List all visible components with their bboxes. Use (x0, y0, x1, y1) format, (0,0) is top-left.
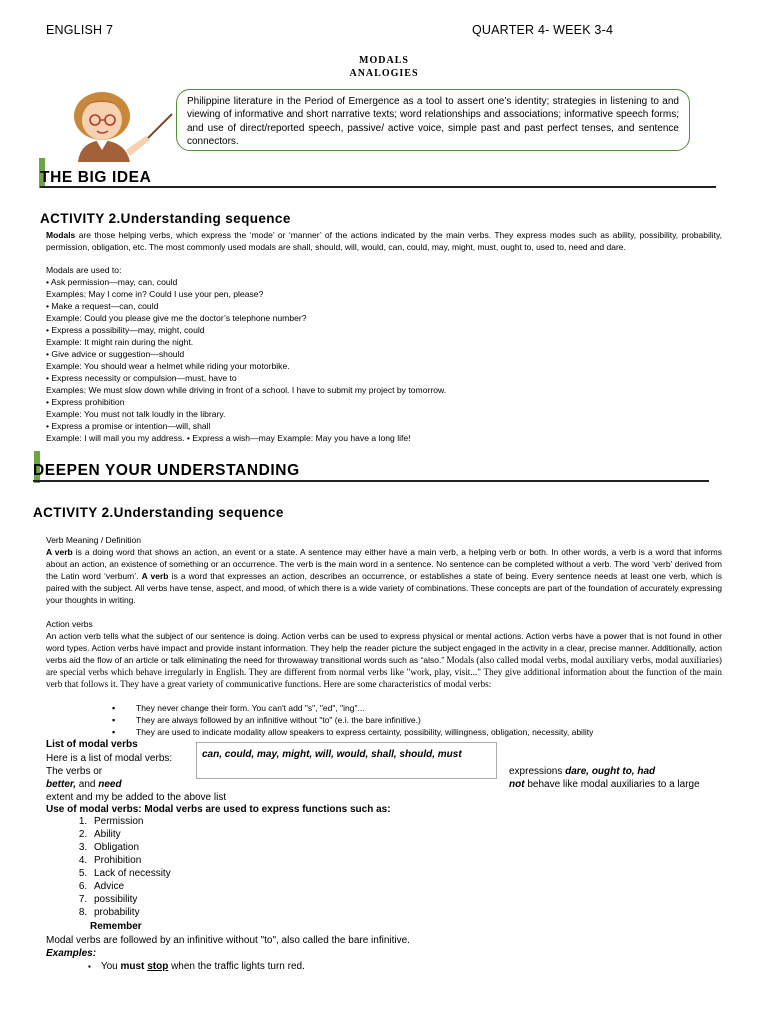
behave-text (509, 778, 700, 791)
function-item: 4. Prohibition (90, 854, 171, 867)
verb-definition (46, 546, 722, 606)
characteristic-item: ▪ They never change their form. You can't add "s", "ed", "ing"... (112, 702, 593, 714)
function-item: 1. Permission (90, 815, 171, 828)
example-you: You (100, 961, 121, 972)
verb-term: A verb (141, 571, 169, 581)
modal-use-line: Example: Could you please give me the doctor’s telephone number? (46, 313, 307, 323)
characteristic-item: ▪ They are always followed by an infinitive without "to" (e.i. the bare infinitive.) (112, 714, 593, 726)
example-sentence (88, 960, 305, 973)
extent-text: extent and my be added to the above list (46, 792, 227, 803)
page-title (334, 54, 434, 80)
list-intro: Here is a list of modal verbs: (46, 753, 173, 764)
modal-use-line: • Ask permission—may, can, could (46, 277, 178, 287)
modal-verbs-box: can, could, may, might, will, would, shall, should, must (196, 742, 497, 779)
function-item: 6. Advice (90, 880, 171, 893)
list-heading: List of modal verbs (46, 739, 138, 750)
and-word: and (76, 779, 99, 790)
activity-title: ACTIVITY 2.Understanding sequence (40, 211, 291, 226)
example-stop: stop (147, 961, 169, 972)
better-need-text (46, 778, 122, 791)
function-item: 5. Lack of necessity (90, 867, 171, 880)
bare-infinitive-note: Modal verbs are followed by an infinitive without "to", also called the bare infinitive. (46, 935, 410, 946)
big-idea-heading: THE BIG IDEA (40, 169, 152, 186)
functions-list (46, 815, 171, 919)
example-rest: when the traffic lights turn red. (168, 961, 305, 972)
characteristic-item: ▪ They are used to indicate modality allow speakers to express certainty, possibility, willingness, obligation, necessity, ability (112, 726, 593, 738)
remember-label: Remember (90, 921, 142, 932)
title-line-2: ANALOGIES (349, 68, 419, 79)
modal-use-line: Example: I will mail you my address. • Express a wish—may Example: May you have a long life! (46, 433, 411, 443)
activity-title: ACTIVITY 2.Understanding sequence (33, 505, 284, 520)
modals-description: Modals (also called modal verbs, modal auxiliary verbs, modal auxiliaries) are special verbs which behave irregularly in English. They are different from normal verbs like "work, play, visit..." They give additional information about the function of the main verb that follows it. They have a great variety of communicative functions. Here are some characteristics of modal verbs: (46, 655, 722, 689)
modal-use-line: • Give advice or suggestion—should (46, 349, 185, 359)
modal-characteristics-list (112, 702, 593, 738)
verb-definition-text: is a word that expresses an action, describes an occurrence, or establishes a state of being. Every sentence needs at least one verb, which is paired with the subject. All verbs have tense, aspect, and mood, of which there is a wide variety of combinations. These concepts are part of the foundation of accurately expressing your thoughts in writing. (46, 571, 722, 605)
verb-term: A verb (46, 547, 73, 557)
section-rule (40, 186, 716, 188)
verb-definition-text: is a doing word that shows an action, an event or a state. A sentence may either have a main verb, a helping verb or both. In other words, a verb is a word that informs about an action, an existence of something or an occurrence. The verb is the main word in a sentence. No sentence can be completed without a verb. The word ‘verb’ derived from the Latin word ‘verbum’. (46, 547, 722, 581)
expressions-label: expressions (509, 766, 566, 777)
function-item: 8. probability (90, 906, 171, 919)
better-word: better, (46, 779, 77, 790)
modal-use-line: Modals are used to: (46, 265, 122, 275)
expressions-words: dare, ought to, had (565, 766, 656, 777)
modal-use-line: Example: It might rain during the night. (46, 337, 194, 347)
not-word: not (509, 779, 525, 790)
quarter-label: QUARTER 4- WEEK 3-4 (472, 23, 614, 37)
title-line-1: MODALS (359, 55, 409, 66)
modal-use-line: • Express prohibition (46, 397, 125, 407)
modals-intro-text: are those helping verbs, which express the ‘mode’ or ‘manner’ of the actions indicated by the main verbs. They express modes such as ability, possibility, probability, permission, obligation, etc. The most commonly used modals are shall, should, will, would, can, could, may, might, must, ought to, used to, need and dare. (46, 230, 722, 252)
modals-term: Modals (46, 230, 76, 240)
modal-use-line: Example: You must not talk loudly in the library. (46, 409, 226, 419)
action-verbs-paragraph (46, 630, 722, 690)
modal-use-line: • Express a promise or intention—will, shall (46, 421, 211, 431)
expressions-text (509, 765, 655, 778)
deepen-heading: DEEPEN YOUR UNDERSTANDING (33, 462, 300, 479)
modal-use-line: • Make a request—can, could (46, 301, 159, 311)
modal-use-line: • Express necessity or compulsion—must, have to (46, 373, 237, 383)
action-verbs-text: An action verb tells what the subject of our sentence is doing. Action verbs can be used to express physical or mental actions. Action verbs have a power that is not found in other word types. Action verbs have impact and provide instant information. They help the reader picture the subject engaged in the activity in a clear, precise manner. Additionally, action verbs aid the flow of an article or talk eliminating the need for throwaway transitional words such as “also.” (46, 631, 722, 665)
modal-use-line: Examples: May I come in? Could I use your pen, please? (46, 289, 264, 299)
action-verbs-heading: Action verbs (46, 619, 93, 629)
behave-words: behave like modal auxiliaries to a large (524, 779, 700, 790)
function-item: 2. Ability (90, 828, 171, 841)
intro-speech-bubble: Philippine literature in the Period of Emergence as a tool to assert one’s identity; strategies in listening to and viewing of informative and short narrative texts; word relationships and associations; informative speech forms; and use of direct/reported speech, passive/ active voice, simple past and past perfect tenses, and sentence connectors. (176, 89, 690, 151)
modal-use-line: Examples: We must slow down while driving in front of a school. I have to submit my project by tomorrow. (46, 385, 447, 395)
teacher-cartoon-icon (60, 80, 180, 162)
subject-label: ENGLISH 7 (46, 23, 114, 37)
modal-uses-list (46, 264, 722, 444)
modals-intro (46, 229, 722, 253)
function-item: 7. possibility (90, 893, 171, 906)
modal-use-line: Example: You should wear a helmet while riding your motorbike. (46, 361, 290, 371)
example-must: must (120, 961, 145, 972)
function-item: 3. Obligation (90, 841, 171, 854)
modal-use-line: • Express a possibility—may, might, could (46, 325, 205, 335)
need-word: need (98, 779, 122, 790)
verbs-or-text: The verbs or (46, 766, 103, 777)
use-heading: Use of modal verbs: Modal verbs are used to express functions such as: (46, 804, 391, 815)
examples-label: Examples: (46, 948, 97, 959)
verb-heading: Verb Meaning / Definition (46, 535, 141, 545)
section-rule (33, 480, 709, 482)
square-bullet-icon: ▪ (88, 962, 91, 971)
